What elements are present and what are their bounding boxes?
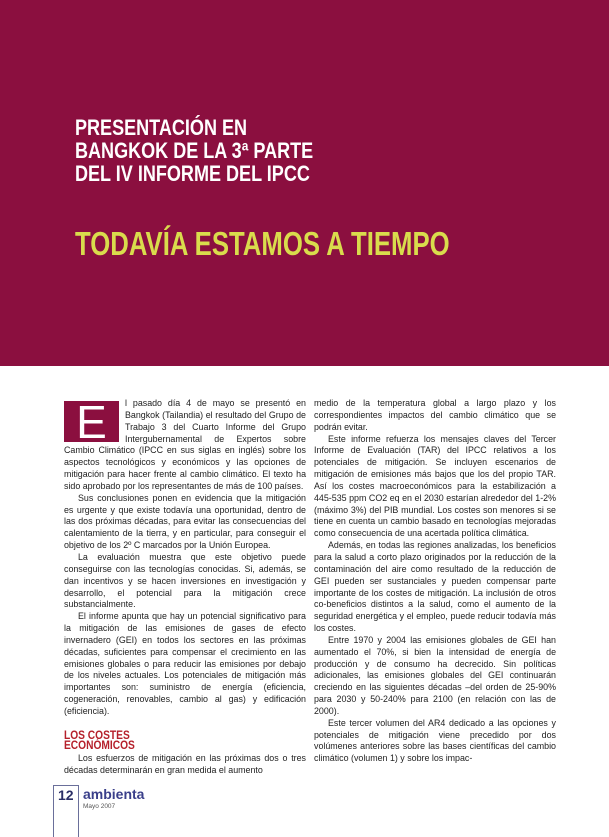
magazine-name: ambienta bbox=[83, 786, 145, 802]
kicker-line: DEL IV INFORME DEL IPCC bbox=[75, 161, 310, 186]
paragraph: Este tercer volumen del AR4 dedicado a las opciones y potenciales de mitigación viene precedido por dos volúmenes anteriores sobre las bases científicas del cambio climático (volumen 1) y sobre los impac- bbox=[314, 717, 556, 764]
drop-cap: E bbox=[64, 401, 119, 442]
article-title: TODAVÍA ESTAMOS A TIEMPO bbox=[75, 225, 450, 262]
paragraph: medio de la temperatura global a largo plazo y los correspondientes impactos del cambio climático que se podrán evitar. bbox=[314, 398, 556, 432]
paragraph: La evaluación muestra que este objetivo puede conseguirse con las tecnologías conocidas. Si, además, se dan incentivos y se hacen inversiones en investigación y desarrollo, el potencial para la mitigación crece substancialmente. bbox=[64, 551, 306, 610]
paragraph: Este informe refuerza los mensajes claves del Tercer Informe de Evaluación (TAR) del IPCC relativos a los potenciales de mitigación. Se incluyen escenarios de mitigación de emisiones más bajos que los del propio TAR. Así los costes macroeconómicos para la estabilización a 445-535 ppm CO2 eq en el 2030 estarían alrededor del 1-2% (máximo 3%) del PIB mundial. Los costes son menores si se tiene en cuenta un cambio basado en tecnologías mejoradas como consecuencia de una acertada política climática. bbox=[314, 433, 556, 539]
paragraph bbox=[64, 398, 306, 493]
section-heading bbox=[64, 727, 270, 752]
section-heading-line: LOS COSTES bbox=[64, 727, 130, 742]
paragraph: El informe apunta que hay un potencial significativo para la mitigación de las emisiones de gases de efecto invernadero (GEI) en todos los sectores en las próximas décadas, suficientes para compensar el crecimiento en las emisiones globales o para reducir las emisiones por debajo de los niveles actuales. Los potenciales de mitigación más importantes son: suministro de energía (eficiencia, cogeneración, renovables, cambio al gas) y edificación (eficiencia). bbox=[64, 611, 306, 716]
article-column-1 bbox=[64, 398, 306, 776]
paragraph: Sus conclusiones ponen en evidencia que la mitigación es urgente y que existe todavía una oportunidad, dentro de las dos próximas décadas, para evitar las consecuencias del calentamiento de la tierra, y en particular, para conseguir el objetivo de los 2º C marcados por la Unión Europea. bbox=[64, 492, 306, 551]
section-heading-line: ECONÓMICOS bbox=[64, 737, 135, 752]
page-number: 12 bbox=[58, 787, 74, 803]
paragraph: Los esfuerzos de mitigación en las próximas dos o tres décadas determinarán en gran medida el aumento bbox=[64, 752, 306, 775]
paragraph: Además, en todas las regiones analizadas, los beneficios para la salud a corto plazo originados por la reducción de la contaminación del aire como resultado de la reducción de GEI pueden ser sustanciales y pueden compensar parte importante de los costes de mitigación. La inclusión de otros co-beneficios distintos a la salud, como el aumento de la seguridad energética y el empleo, puede reducir todavía más los costes. bbox=[314, 540, 556, 634]
kicker-line: PRESENTACIÓN EN bbox=[75, 115, 248, 140]
paragraph-text: l pasado día 4 de mayo se presentó en Bangkok (Tailandia) el resultado del Grupo de Trabajo 3 del Cuarto Informe del Grupo Intergubernamental de Expertos sobre Cambio Climático (IPCC en sus siglas en inglés) sobre los aspectos tecnológicos y económicos y las opciones de mitigación para hacer frente al cambio climático. El texto ha sido aprobado por los representantes de más de 100 países. bbox=[64, 398, 306, 491]
issue-date: Mayo 2007 bbox=[83, 803, 116, 810]
header-banner bbox=[0, 0, 609, 366]
kicker-heading bbox=[75, 116, 313, 185]
kicker-line: BANGKOK DE LA 3ª PARTE bbox=[75, 138, 314, 163]
paragraph: Entre 1970 y 2004 las emisiones globales de GEI han aumentado el 70%, si bien la intensidad de energía de producción y de consumo ha decrecido. Sin políticas adicionales, las emisiones globales del GEI continuarán creciendo en las siguientes décadas –del orden de 25-90% para 2030 y 50-240% para 2100 (en relación con las de 2000). bbox=[314, 634, 556, 716]
article-column-2 bbox=[314, 398, 556, 765]
